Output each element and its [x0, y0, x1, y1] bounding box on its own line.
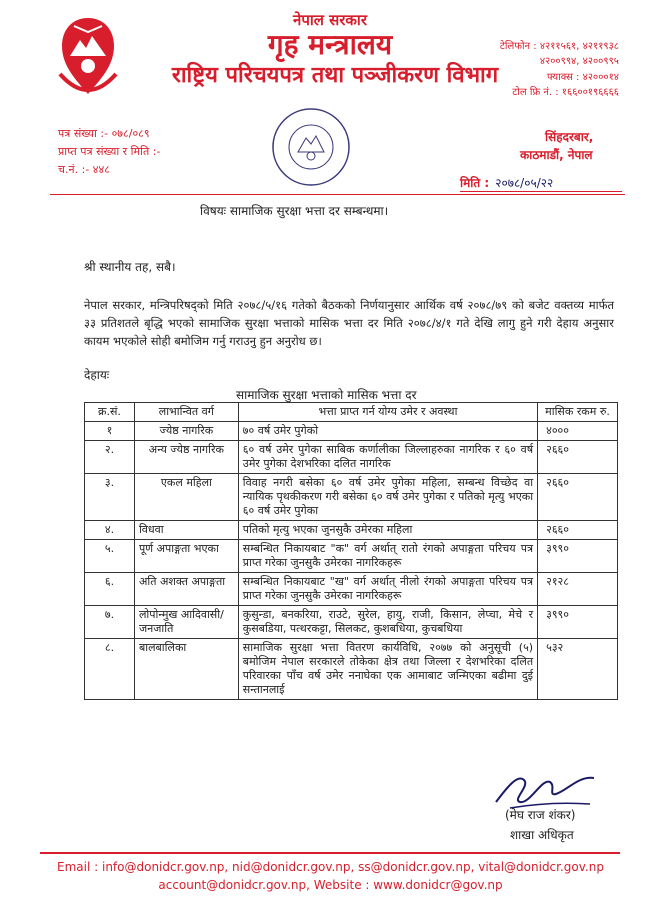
row-sn: ६.	[85, 573, 135, 606]
row-sn: ३.	[85, 474, 135, 521]
header-criteria: भत्ता प्राप्त गर्न योग्य उमेर र अवस्था	[238, 403, 537, 422]
row-criteria: कुसुन्डा, बनकरिया, राउटे, सुरेल, हायु, राजी, किसान, लेप्चा, मेचे र कुसबडिया, पत्थरकट्टा, सिलकट, कुशबधिया, कुचबधिया	[238, 606, 537, 639]
row-criteria: सम्बन्धित निकायबाट "क" वर्ग अर्थात् रातो रंगको अपाङ्गता परिचय पत्र प्राप्त गरेका जुनसुकै उमेरका नागरिकहरू	[238, 540, 537, 573]
row-amount: ३९९०	[538, 540, 618, 573]
row-sn: २.	[85, 441, 135, 474]
row-criteria: ७० वर्ष उमेर पुगेको	[238, 422, 537, 441]
department-name: राष्ट्रिय परिचयपत्र तथा पञ्जीकरण विभाग	[171, 63, 499, 88]
fax-number: फ्याक्स : ४२०००१४	[546, 72, 619, 83]
phone-number-2: ४२००९९४, ४२००९९५	[539, 56, 619, 67]
ministry-name: गृह मन्त्रालय	[267, 28, 393, 61]
allowance-table	[84, 402, 618, 700]
table-row	[85, 474, 618, 521]
row-criteria: पतिको मृत्यु भएका जुनसुकै उमेरका महिला	[238, 521, 537, 540]
row-amount: २६६०	[538, 474, 618, 521]
row-group: पूर्ण अपाङ्गता भएका	[134, 540, 238, 573]
footer-website: account@donidcr.gov.np, Website : www.donidcr@gov.np	[158, 878, 503, 892]
table-row	[85, 639, 618, 700]
row-group: लोपोन्मुख आदिवासी/ जनजाति	[134, 606, 238, 639]
row-amount: ५३२	[538, 639, 618, 700]
row-amount: ४०००	[538, 422, 618, 441]
dispatch-number: च.नं. :- ४४८	[58, 163, 110, 176]
table-row	[85, 573, 618, 606]
row-amount: २१२८	[538, 573, 618, 606]
table-row	[85, 606, 618, 639]
row-criteria: सामाजिक सुरक्षा भत्ता वितरण कार्यविधि, २०७७ को अनुसूची (५) बमोजिम नेपाल सरकारले तोकेका क्षेत्र तथा जिल्ला र देशभरिका दलित परिवारका पाँच वर्ष उमेर ननाघेका एक आमाबाट जन्मिएका बढीमा दुई सन्तानलाई	[238, 639, 537, 700]
row-group: ज्येष्ठ नागरिक	[134, 422, 238, 441]
row-criteria: सम्बन्धित निकायबाट "ख" वर्ग अर्थात् नीलो रंगको अपाङ्गता परिचय पत्र प्राप्त गरेका जुनसुकै उमेरका नागरिकहरू	[238, 573, 537, 606]
table-row	[85, 540, 618, 573]
row-amount: ३९९०	[538, 606, 618, 639]
row-amount: २६६०	[538, 521, 618, 540]
row-criteria: विवाह नगरी बसेका ६० वर्ष उमेर पुगेका महिला, सम्बन्ध विच्छेद वा न्यायिक पृथकीकरण गरी बसेका ६० वर्ष उमेर पुगेका र पतिको मृत्यु भएका ६० वर्ष उमेर पुगेका	[238, 474, 537, 521]
row-sn: १	[85, 422, 135, 441]
letter-subject: विषयः सामाजिक सुरक्षा भत्ता दर सम्बन्धमा।	[200, 204, 389, 218]
footer-divider	[40, 852, 620, 854]
row-sn: ५.	[85, 540, 135, 573]
date-value: २०७८/०५/२२	[495, 176, 554, 190]
table-row	[85, 441, 618, 474]
row-sn: ७.	[85, 606, 135, 639]
office-address-line-1: सिंहदरबार,	[545, 130, 594, 144]
letter-body: नेपाल सरकार, मन्त्रिपरिषद्को मिति २०७८/५/१६ गतेको बैठकको निर्णयानुसार आर्थिक वर्ष २०७८/७९ को बजेट वक्तव्य मार्फत ३३ प्रतिशतले बृद्धि भएको सामाजिक सुरक्षा भत्ताको मासिक भत्ता दर मिति २०७८/४/१ गते देखि लागु हुने गरी देहाय अनुसार कायम भएकोले सोही बमोजिम गर्नु गराउनु हुन अनुरोध छ।	[84, 298, 614, 348]
row-group: अन्य ज्येष्ठ नागरिक	[134, 441, 238, 474]
received-letter-number: प्राप्त पत्र संख्या र मिति :-	[58, 145, 161, 158]
header-group: लाभान्वित वर्ग	[134, 403, 238, 422]
signer-name: (मेघ राज शंकर)	[505, 808, 576, 822]
phone-number: टेलिफोन : ४२११५६१, ४२११९३८	[499, 41, 619, 52]
row-group: अति अशक्त अपाङ्गता	[134, 573, 238, 606]
letter-addressee: श्री स्थानीय तह, सबै।	[84, 260, 176, 274]
row-sn: ८.	[85, 639, 135, 700]
header-sn: क्र.सं.	[85, 403, 135, 422]
government-name: नेपाल सरकार	[293, 11, 367, 29]
row-group: एकल महिला	[134, 474, 238, 521]
table-row	[85, 521, 618, 540]
header-divider	[50, 194, 625, 195]
row-amount: २६६०	[538, 441, 618, 474]
row-group: विधवा	[134, 521, 238, 540]
table-row	[85, 422, 618, 441]
row-criteria: ६० वर्ष उमेर पुगेका साबिक कर्णालीका जिल्लाहरुका नागरिक र ६० वर्ष उमेर पुगेका देशभरिका दलित नागरिक	[238, 441, 537, 474]
tollfree-number: टोल फ्रि नं. : १६६००१९६६६६	[512, 87, 619, 98]
table-title: सामाजिक सुरक्षा भत्ताको मासिक भत्ता दर	[236, 388, 417, 402]
letter-date	[460, 174, 622, 192]
department-stamp-icon	[270, 106, 352, 188]
footer-emails: Email : info@donidcr.gov.np, nid@donidcr.gov.np, ss@donidcr.gov.np, vital@donidcr.gov.np	[57, 860, 604, 874]
letter-number: पत्र संख्या :- ०७८/०८९	[58, 127, 150, 140]
row-group: बालबालिका	[134, 639, 238, 700]
row-sn: ४.	[85, 521, 135, 540]
nepal-emblem-icon	[52, 14, 124, 102]
header-amount: मासिक रकम रु.	[538, 403, 618, 422]
dehay-label: देहायः	[84, 368, 110, 382]
office-address-line-2: काठमाडौं, नेपाल	[520, 148, 593, 162]
signer-designation: शाखा अधिकृत	[510, 828, 574, 842]
date-label: मिति :	[460, 176, 490, 190]
table-header-row	[85, 403, 618, 422]
